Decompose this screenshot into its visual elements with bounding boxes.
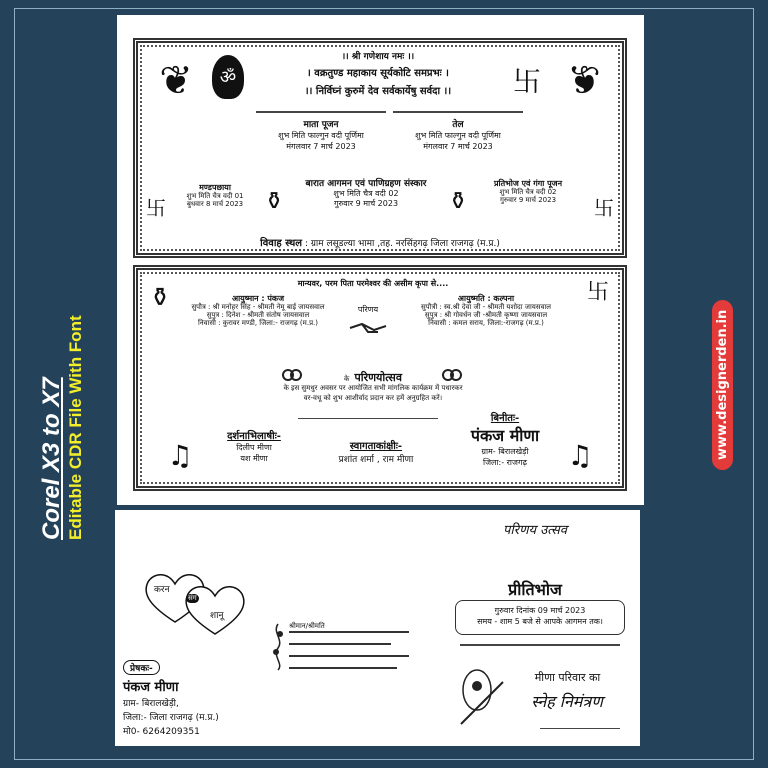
- vinit-title: बिनीतः-: [490, 413, 520, 424]
- ornament-divider: [298, 418, 438, 419]
- event-day: बुधवार 8 मार्च 2023: [186, 200, 244, 209]
- event-date: शुभ मिति फाल्गुन वदी पूर्णिमा: [415, 131, 501, 140]
- groom-details: [176, 294, 340, 327]
- event-title: मण्डपछाया: [199, 183, 231, 192]
- event-pratibhoj: [472, 179, 584, 204]
- darshan-block: [204, 428, 304, 464]
- venue-address: : ग्राम लसूडल्या भामा ,तह. नरसिंहगढ़ जिला राजगढ़ (म.प्र.): [304, 239, 500, 249]
- event-mandapchhaya: [170, 183, 260, 208]
- darshan-title: दर्शनाभिलाषीः-: [227, 431, 281, 442]
- groom-nickname: करन: [154, 585, 170, 595]
- darshan-name: यश मीणा: [240, 454, 268, 463]
- ke-text: के: [344, 375, 350, 383]
- intro-text: मान्यवर, परम पिता परमेश्वर की असीम कृपा से....: [297, 279, 449, 288]
- sender-village: ग्राम- बिरालखेड़ी,: [123, 699, 179, 709]
- swagat-title: स्वागताकांक्षीः-: [349, 441, 403, 452]
- scroll-rod: [393, 111, 523, 113]
- bride-details: [396, 294, 576, 327]
- scroll-rod: [256, 111, 386, 113]
- invitation-outer-card: [115, 510, 640, 746]
- shehnai-player-right-icon: ♫: [567, 438, 593, 472]
- swastik-icon: 卐: [146, 195, 166, 220]
- event-day: मंगलवार 7 मार्च 2023: [286, 142, 356, 151]
- event-title: माता पूजन: [303, 120, 339, 130]
- invite-line-1: के इस सुमधुर अवसर पर आयोजित सभी मांगलिक कार्यक्रम में पधारकर: [283, 384, 463, 392]
- invitation-inner-card: [117, 15, 644, 505]
- address-label: श्रीमान/श्रीमति: [289, 622, 325, 630]
- groom-residence: निवासी : कुरावर मण्डी, जिला:- राजगढ़ (म.प्र.): [197, 319, 319, 328]
- event-tel: [393, 117, 523, 152]
- address-line: [289, 667, 397, 669]
- address-line: [289, 643, 391, 645]
- sender-name: पंकज मीणा: [123, 680, 179, 695]
- bride-grandparents: सुपौत्री : स्व.श्री देवा जी - श्रीमती यशोदा जायसवाल: [420, 303, 552, 312]
- groom-grandparents: सुपौत्र : श्री मनोहर सिंह - श्रीमती नेमू बाई जायसवाल: [191, 303, 325, 312]
- reception-title: प्रीतिभोज: [508, 580, 562, 599]
- bride-nickname: शानू: [210, 611, 224, 621]
- venue: [168, 235, 592, 249]
- event-date: शुभ मिति चैत्र वदी 02: [499, 188, 557, 197]
- event-title: बारात आगमन एवं पाणिग्रहण संस्कार: [305, 179, 427, 189]
- rings-icon: [438, 367, 468, 381]
- event-date: शुभ मिति चैत्र वदी 02: [333, 189, 399, 199]
- groom-parents: सुपुत्र : दिनेश - श्रीमती संतोष जायसवाल: [206, 311, 310, 320]
- reception-time: समय - शाम 5 बजे से आपके आगमन तक।: [477, 617, 603, 626]
- reception-box: [455, 600, 625, 635]
- bride-parents: सुपुत्र : श्री गोवर्धन जी -श्रीमती कृष्णा जायसवाल: [424, 311, 548, 320]
- event-title: प्रतिभोज एवं गंगा पूजन: [493, 179, 563, 188]
- heart-icon: [140, 570, 255, 640]
- parinay-utsav-logo: परिणय उत्सव: [503, 523, 567, 538]
- swastik-icon: 卐: [512, 65, 541, 98]
- ganesha-icon: ॐ: [212, 55, 244, 99]
- ornament-divider: [460, 644, 620, 646]
- bride-residence: निवासी : कमल सराय, जिला:-राजगढ़ (म.प्र.): [428, 319, 544, 328]
- event-day: गुरुवार 9 मार्च 2023: [333, 198, 399, 208]
- ceremony-panel: [133, 38, 627, 258]
- utsav-heading: [313, 366, 433, 385]
- sender-label: प्रेषकः-: [123, 660, 160, 675]
- invitation-panel: [133, 265, 627, 491]
- vinit-name: पंकज मीणा: [470, 426, 540, 445]
- vinit-village: ग्राम- बिरालखेड़ी: [481, 447, 529, 456]
- signature-line: [540, 728, 620, 729]
- peacock-feather-flute-icon: [457, 668, 505, 728]
- event-barat: [288, 179, 444, 208]
- handshake-icon: [348, 320, 388, 336]
- swagat-block: [306, 438, 446, 465]
- kalash-icon: ⚱: [263, 187, 285, 215]
- shehnai-player-left-icon: ♫: [167, 438, 193, 472]
- software-version: Corel X3 to X7: [38, 377, 65, 540]
- mantra-line-3: ।। निर्विघ्नं कुरुमें देव सर्वकार्येषु सर्वदा ।।: [304, 86, 452, 97]
- mantra-line-2: । वक्रतुण्ड महाकाय सूर्यकोटि समप्रभः ।: [307, 68, 449, 79]
- sender-phone: मो0- 6264209351: [123, 727, 200, 737]
- event-date: शुभ मिति फाल्गुन वदी पूर्णिमा: [278, 131, 364, 140]
- hearts-monogram: [140, 570, 255, 640]
- rings-icon: [278, 367, 308, 381]
- file-description: Editable CDR File With Font: [66, 315, 85, 540]
- address-line: [289, 655, 409, 657]
- address-line: [289, 631, 409, 633]
- event-day: गुरुवार 9 मार्च 2023: [499, 196, 557, 205]
- swastik-icon: 卐: [594, 195, 614, 220]
- reception-date: गुरुवार दिनांक 09 मार्च 2023: [494, 606, 586, 615]
- peacock-left-icon: ❦: [159, 58, 193, 104]
- utsav-title: परिणयोत्सव: [354, 371, 402, 384]
- event-title: तेल: [452, 120, 464, 130]
- family-text: मीणा परिवार का: [534, 671, 601, 684]
- event-day: मंगलवार 7 मार्च 2023: [423, 142, 493, 151]
- event-date: शुभ मिति चैत्र वदी 01: [186, 192, 244, 201]
- swagat-names: प्रशांत शर्मा , राम मीणा: [338, 455, 414, 465]
- kalash-icon: ⚱: [447, 187, 469, 215]
- mantra-line-1: ।। श्री गणेशाय नमः ।।: [341, 52, 415, 62]
- sang-text: संग: [188, 594, 197, 602]
- side-label: [38, 315, 86, 540]
- venue-label: विवाह स्थल: [260, 238, 303, 249]
- peacock-right-icon: ❦: [567, 58, 601, 104]
- sneh-nimantran: स्नेह निमंत्रण: [531, 692, 603, 711]
- floral-ornament-icon: [270, 622, 286, 672]
- bride-name: आयुष्मति : कल्पना: [457, 294, 515, 303]
- event-mata-pujan: [256, 117, 386, 152]
- vinit-district: जिला:- राजगढ़: [483, 458, 527, 467]
- vinit-block: [450, 410, 560, 468]
- sender-district: जिला:- जिला राजगढ़ (म.प्र.): [123, 713, 219, 723]
- address-lines: [289, 622, 409, 679]
- parinay-label: परिणय: [357, 305, 379, 314]
- kalash-icon: ⚱: [149, 283, 171, 313]
- darshan-name: दिलीप मीणा: [236, 443, 272, 452]
- website-badge[interactable]: www.designerden.in: [712, 300, 733, 470]
- swastik-icon: 卐: [586, 279, 609, 305]
- groom-name: आयुष्मान : पंकज: [231, 294, 285, 303]
- invite-line-2: वर-वधू को शुभ आशीर्वाद प्रदान कर हमें अनुग्रहित करें।: [303, 394, 443, 402]
